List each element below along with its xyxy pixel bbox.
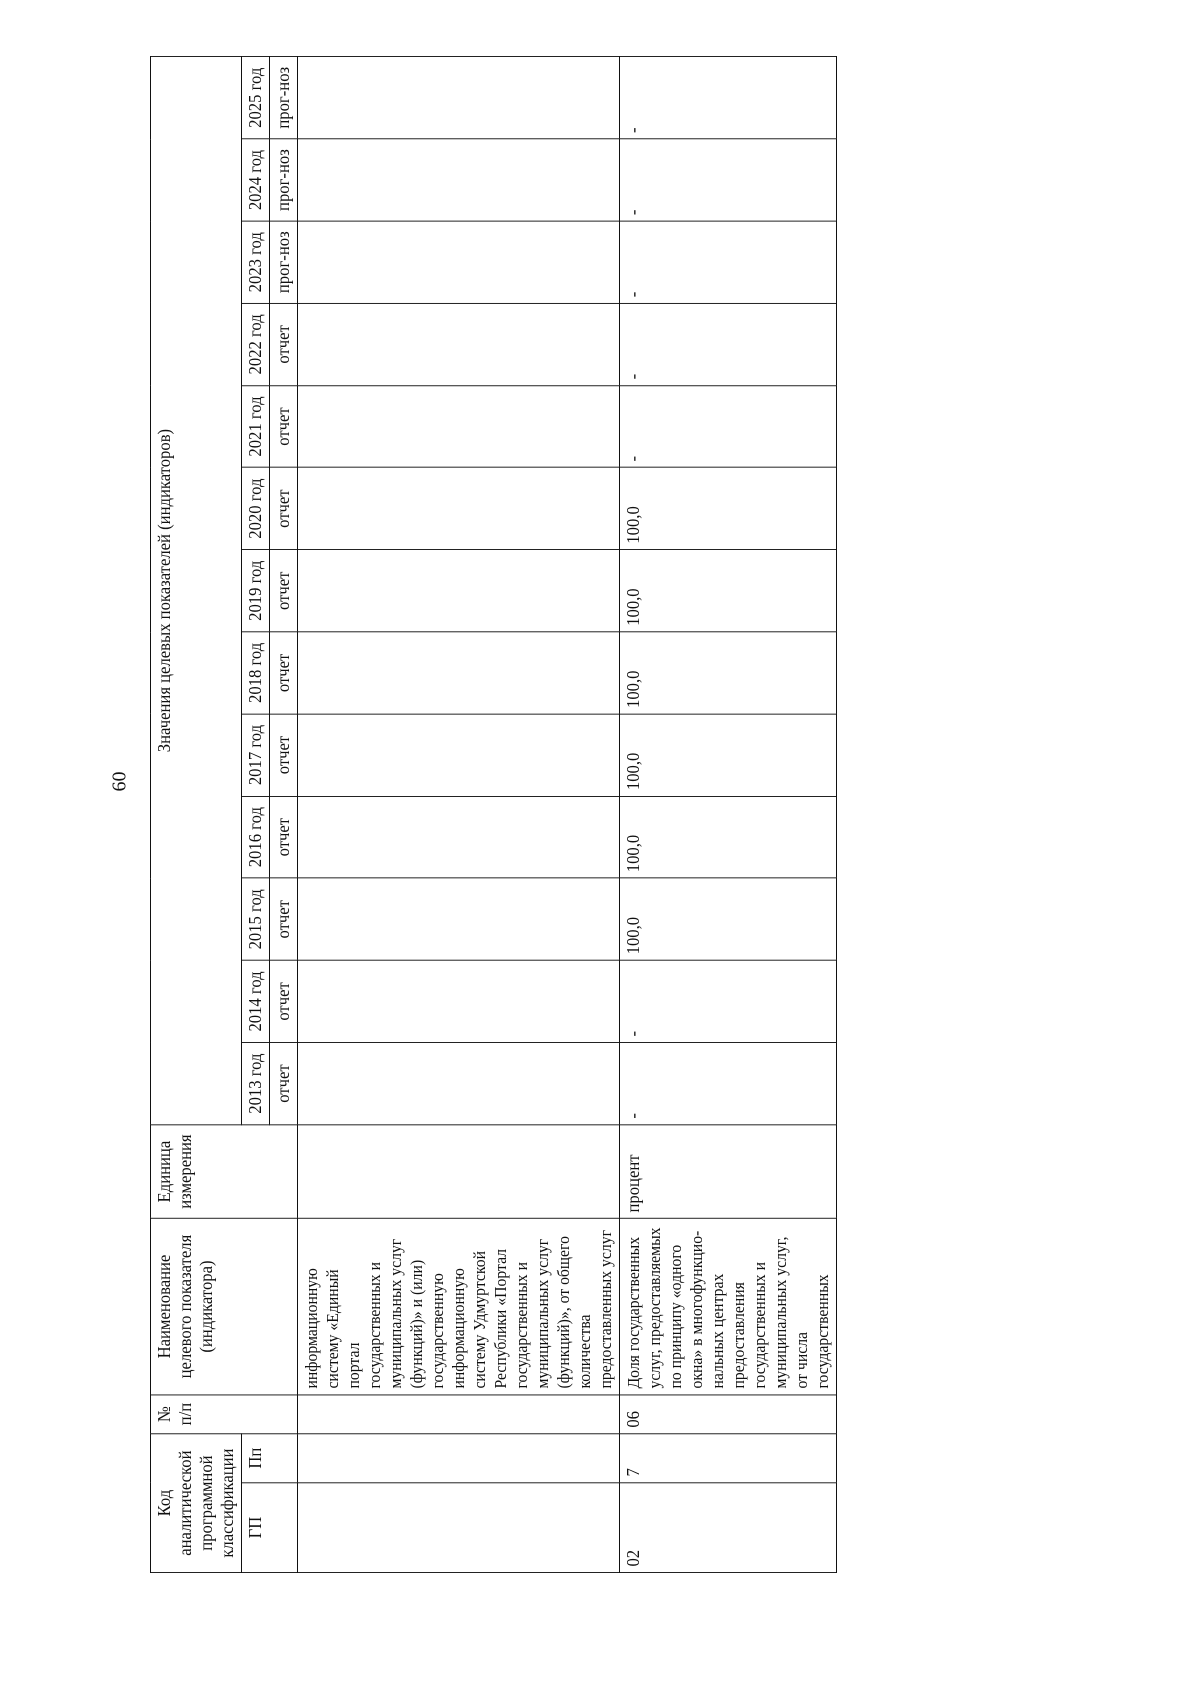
header-year: 2020 год: [242, 468, 270, 550]
header-unit: Единица измерения: [151, 1125, 298, 1219]
cell-value: 100,0: [620, 468, 837, 550]
header-year: 2022 год: [242, 303, 270, 385]
cell-pp: [298, 1434, 620, 1483]
cell-name: информационную систему «Единый портал государственных и муниципальных услуг (функций)» и (или) государственную информационную систему Удмуртской Республики «Портал государственных и муниципальных услуг (функций)», от общего количества предоставленных услуг: [298, 1219, 620, 1395]
header-kind: отчет: [270, 303, 298, 385]
header-kind: отчет: [270, 878, 298, 960]
cell-value: [298, 878, 620, 960]
header-year: 2016 год: [242, 796, 270, 878]
cell-unit: процент: [620, 1125, 837, 1219]
cell-value: -: [620, 221, 837, 303]
header-gp: ГП: [242, 1483, 298, 1573]
cell-value: [298, 550, 620, 632]
header-year: 2017 год: [242, 714, 270, 796]
cell-value: 100,0: [620, 796, 837, 878]
cell-num: 06: [620, 1395, 837, 1434]
header-kind: отчет: [270, 632, 298, 714]
indicator-table-wrapper: [150, 56, 1110, 1573]
cell-unit: [298, 1125, 620, 1219]
cell-value: 100,0: [620, 632, 837, 714]
header-year: 2015 год: [242, 878, 270, 960]
cell-value: [298, 303, 620, 385]
cell-value: -: [620, 1043, 837, 1125]
table-row: [620, 56, 837, 1572]
cell-value: -: [620, 139, 837, 221]
header-kind: прог-ноз: [270, 56, 298, 139]
header-year: 2025 год: [242, 56, 270, 139]
cell-value: -: [620, 385, 837, 467]
header-year: 2021 год: [242, 385, 270, 467]
cell-gp: 02: [620, 1483, 837, 1573]
cell-value: [298, 385, 620, 467]
cell-value: [298, 796, 620, 878]
header-year: 2018 год: [242, 632, 270, 714]
cell-value: [298, 468, 620, 550]
header-values-group: Значения целевых показателей (индикаторов): [151, 56, 242, 1124]
cell-pp: 7: [620, 1434, 837, 1483]
header-kind: отчет: [270, 468, 298, 550]
header-kind: отчет: [270, 714, 298, 796]
header-name: Наименование целевого показателя (индикатора): [151, 1219, 298, 1395]
header-row-1: [151, 56, 242, 1572]
header-year: 2013 год: [242, 1043, 270, 1125]
cell-value: -: [620, 303, 837, 385]
header-kind: прог-ноз: [270, 139, 298, 221]
page-number: 60: [108, 771, 131, 792]
header-year: 2024 год: [242, 139, 270, 221]
cell-gp: [298, 1483, 620, 1573]
header-pp: Пп: [242, 1434, 298, 1483]
cell-num: [298, 1395, 620, 1434]
header-year: 2014 год: [242, 960, 270, 1042]
cell-value: [298, 1043, 620, 1125]
indicator-table: [150, 56, 837, 1573]
cell-value: -: [620, 960, 837, 1042]
cell-name: Доля государственных услуг, предоставляемых по принципу «одного окна» в многофункцио-нальных центрах предоставления государственных и муниципальных услуг, от числа государственных: [620, 1219, 837, 1395]
header-kind: прог-ноз: [270, 221, 298, 303]
header-kind: отчет: [270, 796, 298, 878]
header-kind: отчет: [270, 1043, 298, 1125]
header-code-group: Код аналитической программной классификации: [151, 1434, 242, 1573]
header-num: № п/п: [151, 1395, 298, 1434]
cell-value: [298, 714, 620, 796]
header-kind: отчет: [270, 550, 298, 632]
cell-value: [298, 632, 620, 714]
header-kind: отчет: [270, 385, 298, 467]
cell-value: [298, 221, 620, 303]
cell-value: 100,0: [620, 550, 837, 632]
header-year: 2019 год: [242, 550, 270, 632]
header-kind: отчет: [270, 960, 298, 1042]
cell-value: 100,0: [620, 714, 837, 796]
table-row: [298, 56, 620, 1572]
header-year: 2023 год: [242, 221, 270, 303]
cell-value: 100,0: [620, 878, 837, 960]
cell-value: -: [620, 56, 837, 139]
cell-value: [298, 139, 620, 221]
cell-value: [298, 960, 620, 1042]
cell-value: [298, 56, 620, 139]
